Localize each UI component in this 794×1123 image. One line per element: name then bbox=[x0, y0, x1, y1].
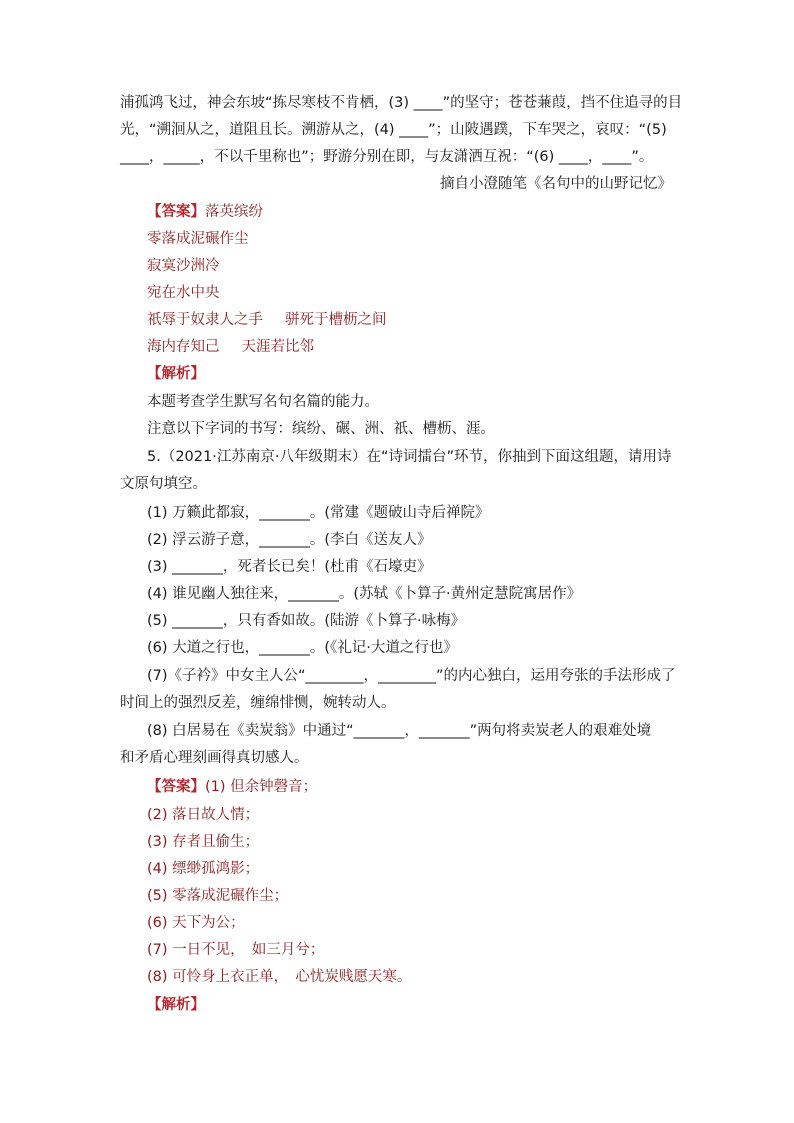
q4-answer-2: 零落成泥碾作尘 bbox=[147, 231, 249, 247]
q5-answer-5: (5) 零落成泥碾作尘； bbox=[147, 888, 289, 904]
q4-answer-6: 骈死于槽枥之间 bbox=[285, 312, 387, 328]
q5-answer-3: (3) 存者且偷生； bbox=[147, 834, 260, 850]
q4-answer-8: 天涯若比邻 bbox=[241, 339, 314, 355]
answer-tag: 【答案】 bbox=[147, 204, 205, 220]
q5-stem-line-1: 5.（2021·江苏南京·八年级期末）在“诗词擂台”环节，你抽到下面这组题，请用诗 bbox=[147, 449, 672, 465]
q5-answer-2: (2) 落日故人情； bbox=[147, 807, 260, 823]
intro-line-3: ____，_____，不以千里称也”；野游分别在即，与友潇洒互祝：“(6) ____，____”。 bbox=[120, 149, 654, 165]
q4-answer-7: 海内存知己 bbox=[147, 339, 220, 355]
q5-answer-7: (7) 一日不见， 如三月兮； bbox=[147, 942, 325, 958]
q5-analysis-tag: 【解析】 bbox=[147, 997, 205, 1013]
q5-answer-1: (1) 但余钟磬音； bbox=[205, 779, 318, 795]
q4-answer-5-6 bbox=[147, 310, 387, 330]
q5-stem-line-2: 文原句填空。 bbox=[120, 476, 207, 492]
q4-answer-1: 落英缤纷 bbox=[205, 204, 263, 220]
q5-item-3: (3) _______，死者长已矣！(杜甫《石壕吏》 bbox=[147, 559, 432, 575]
intro-line-1: 浦孤鸿飞过，神会东坡“拣尽寒枝不肯栖，(3) ____”的坚守；苍苍蒹葭，挡不住追寻的目 bbox=[120, 95, 683, 111]
q4-answer-5: 祇辱于奴隶人之手 bbox=[147, 312, 263, 328]
source-attribution: 摘自小澄随笔《名句中的山野记忆》 bbox=[440, 176, 672, 192]
q4-analysis-tag: 【解析】 bbox=[147, 366, 205, 382]
q5-item-7-line-2: 时间上的强烈反差，缠绵悱恻，婉转动人。 bbox=[120, 695, 396, 711]
q5-answer-row-1 bbox=[147, 777, 317, 797]
q4-answer-row bbox=[147, 202, 263, 222]
q5-item-5: (5) _______，只有香如故。(陆游《卜算子·咏梅》 bbox=[147, 613, 466, 629]
q4-answer-3: 寂寞沙洲冷 bbox=[147, 258, 220, 274]
q5-answer-8: (8) 可怜身上衣正单， 心忧炭贱愿天寒。 bbox=[147, 969, 412, 985]
answer-tag: 【答案】 bbox=[147, 779, 205, 795]
q4-answer-7-8 bbox=[147, 337, 314, 357]
q5-answer-4: (4) 缥缈孤鸿影； bbox=[147, 861, 260, 877]
q5-item-4: (4) 谁见幽人独往来，_______。(苏轼《卜算子·黄州定慧院寓居作》 bbox=[147, 586, 582, 602]
q4-answer-4: 宛在水中央 bbox=[147, 285, 220, 301]
q5-item-6: (6) 大道之行也，_______。(《礼记·大道之行也》 bbox=[147, 640, 458, 656]
q5-item-7-line-1: (7)《子衿》中女主人公“________，________”的内心独白，运用夸张的手法形成了 bbox=[147, 668, 676, 684]
intro-line-2: 光，“溯洄从之，道阻且长。溯游从之，(4) ____”；山陂遇蹼，下车哭之，哀叹：“(5) bbox=[120, 122, 667, 138]
q4-analysis-line-1: 本题考查学生默写名句名篇的能力。 bbox=[147, 394, 379, 410]
q5-answer-6: (6) 天下为公； bbox=[147, 915, 245, 931]
q5-item-2: (2) 浮云游子意，_______。(李白《送友人》 bbox=[147, 532, 432, 548]
q4-analysis-line-2: 注意以下字词的书写：缤纷、碾、洲、祇、槽枥、涯。 bbox=[147, 421, 495, 437]
q5-item-8-line-2: 和矛盾心理刻画得真切感人。 bbox=[120, 750, 309, 766]
q5-item-8-line-1: (8) 白居易在《卖炭翁》中通过“_______，_______”两句将卖炭老人的艰难处境 bbox=[147, 723, 652, 739]
q5-item-1: (1) 万籁此都寂，_______。(常建《题破山寺后禅院》 bbox=[147, 505, 490, 521]
